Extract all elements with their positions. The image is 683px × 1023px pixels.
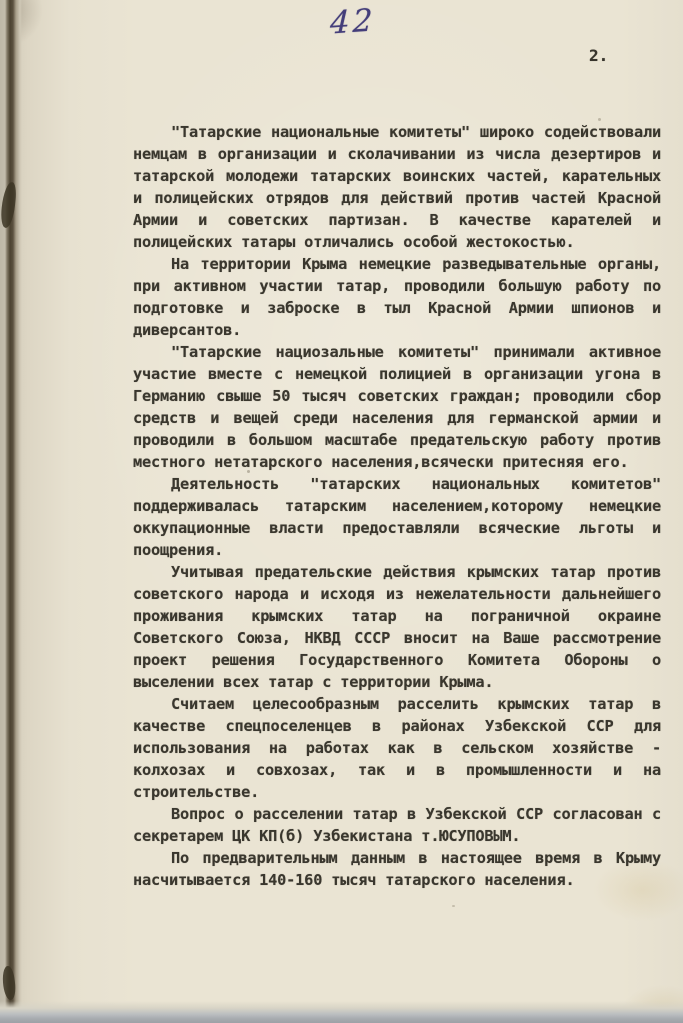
- handwritten-page-number: 42: [329, 2, 377, 42]
- document-text: [133, 121, 661, 891]
- binding-edge: [0, 0, 22, 1023]
- paragraph-7: Вопрос о расселении татар в Узбекской ССР согласован с секретарем ЦК КП(б) Узбекистана т.ЮСУПОВЫМ.: [133, 805, 661, 845]
- paragraph-1: "Татарские национальные комитеты" широко содействовали немцам в организации и сколачивании из числа дезертиров и татарской молодежи татарских воинских частей, карательных и полицейских отрядов для действий против частей Красной Армии и советских партизан. В качестве карателей и полицейских татары отличались особой жестокостью.: [133, 123, 661, 251]
- paragraph-6: Считаем целесообразным расселить крымских татар в качестве спецпоселенцев в районах Узбекской ССР для использования на работах как в сельском хозяйстве - колхозах и совхозах, так и в промышленности и на строительстве.: [133, 695, 661, 801]
- paragraph-2: На территории Крыма немецкие разведывательные органы, при активном участии татар, проводили большую работу по подготовке и заброске в тыл Красной Армии шпионов и диверсантов.: [133, 255, 661, 339]
- paragraph-4: Деятельность "татарских национальных комитетов" поддерживалась татарским населением,которому немецкие оккупационные власти предоставляли всяческие льготы и поощрения.: [133, 475, 661, 559]
- page-bottom-edge: [0, 1001, 683, 1023]
- paper-speck: [452, 905, 455, 907]
- paragraph-8: По предварительным данным в настоящее время в Крыму насчитывается 140-160 тысяч татарского населения.: [133, 849, 661, 889]
- paragraph-3: "Татарские нациозальные комитеты" принимали активное участие вместе с немецкой полицией в организации угона в Германию свыше 50 тысяч советских граждан; проводили сбор средств и вещей среди населения для германской армии и проводили в большом масштабе предательскую работу против местного нетатарского населения,всячески притесняя его.: [133, 343, 661, 471]
- paragraph-5: Учитывая предательские действия крымских татар против советского народа и исходя из нежелательности дальнейшего проживания крымских татар на пограничной окраине Советского Союза, НКВД СССР вносит на Ваше рассмотрение проект решения Государственного Комитета Обороны о выселении всех татар с территории Крыма.: [133, 563, 661, 691]
- typed-page-number: 2.: [589, 46, 609, 65]
